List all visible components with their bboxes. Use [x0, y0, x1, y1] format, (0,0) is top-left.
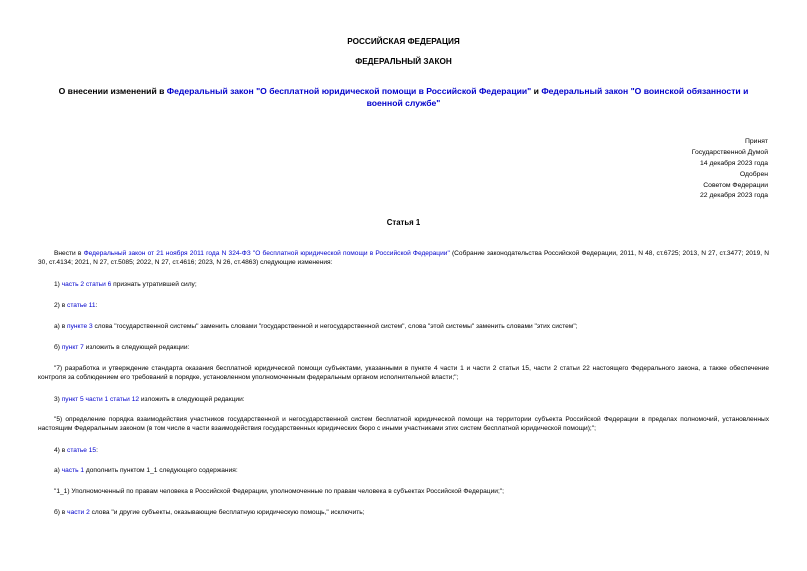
- paragraph-text: 1): [54, 281, 62, 288]
- paragraph-text: а): [54, 467, 62, 474]
- paragraph-text: изложить в следующей редакции:: [83, 344, 190, 351]
- paragraph: [38, 280, 769, 289]
- adoption-date: 14 декабря 2023 года: [700, 159, 768, 167]
- paragraph-text: :: [95, 302, 98, 309]
- paragraph: [38, 364, 769, 382]
- paragraph: [38, 322, 769, 331]
- paragraph-text: слова "государственной системы" заменить словами "государственной и негосударственной систем", слова "этой системы" заменить словами "этих систем";: [92, 323, 578, 330]
- paragraph-text: "7) разработка и утверждение стандарта оказания бесплатной юридической помощи субъектами, указанными в пункте 4 части 1 и части 2 статьи 15, части 2 статьи 22 настоящего Федерального закона, а также обеспечение контроля за соблюдением его требований в порядке, установленном уполномоченным федеральным органом исполнительной власти;";: [38, 365, 769, 382]
- link-item-7[interactable]: пункт 7: [61, 344, 84, 351]
- link-article-11[interactable]: статье 11: [67, 302, 96, 309]
- adoption-line: Принят: [744, 138, 768, 145]
- paragraph: [38, 446, 769, 455]
- paragraph-text: изложить в следующей редакции:: [139, 396, 245, 403]
- link-item-5-part-1-article-12[interactable]: пункт 5 части 1 статьи 12: [61, 396, 140, 403]
- link-item-3[interactable]: пункте 3: [67, 323, 93, 330]
- paragraph-text: "1_1) Уполномоченный по правам человека в Российской Федерации, уполномоченные по правам человека в субъектах Российской Федерации;";: [54, 488, 504, 495]
- paragraph-text: а) в: [54, 323, 68, 330]
- paragraph: [38, 508, 769, 517]
- link-part-1[interactable]: часть 1: [61, 467, 85, 474]
- federation-heading: РОССИЙСКАЯ ФЕДЕРАЦИЯ: [347, 37, 460, 46]
- title-link-legal-aid-law[interactable]: Федеральный закон "О бесплатной юридической помощи в Российской Федерации": [166, 86, 532, 96]
- paragraph: [38, 415, 769, 433]
- paragraph: [38, 301, 769, 310]
- paragraph-text: :: [96, 447, 98, 454]
- paragraph: [38, 466, 769, 475]
- adoption-info: [692, 137, 768, 202]
- approval-line: Советом Федерации: [703, 181, 768, 189]
- approval-date: 22 декабря 2023 года: [700, 192, 768, 200]
- paragraph-text: дополнить пунктом 1_1 следующего содержания:: [84, 467, 238, 474]
- link-part-2[interactable]: части 2: [67, 509, 90, 516]
- paragraph-text: 2) в: [54, 302, 68, 309]
- paragraph: [38, 487, 769, 496]
- adoption-line: Государственной Думой: [691, 148, 768, 156]
- paragraph-text: "5) определение порядка взаимодействия участников государственной и негосударственной систем бесплатной юридической помощи на территории субъекта Российской Федерации в пределах полномочий, установленных настоящим Федеральным законом (в том числе в части взаимодействия государственных юридических бюро с иными участниками этих систем бесплатной юридической помощи);";: [38, 416, 769, 433]
- paragraph-text: б) в: [54, 509, 68, 516]
- paragraph-text: (Собрание законодательства Российской Федерации, 2011, N 48, ст.6725; 2013, N 27, ст.3477; 2019, N 30, ст.4134; 2021, N 27, ст.5085; 2022, N 27, ст.4616; 2023, N 26, ст.4863) следующие изменения:: [38, 250, 769, 267]
- article-title: Статья 1: [386, 218, 421, 227]
- link-part-2-article-6[interactable]: часть 2 статьи 6: [61, 281, 112, 288]
- link-article-15[interactable]: статье 15: [67, 447, 97, 454]
- title-text: О внесении изменений в: [58, 86, 167, 96]
- title-text: и: [531, 86, 542, 96]
- link-law-324[interactable]: Федеральный закон от 21 ноября 2011 года N 324-ФЗ "О бесплатной юридической помощи в Российской Федерации": [83, 250, 450, 257]
- title-link-military-service-law[interactable]: Федеральный закон "О воинской обязанности и военной службе": [366, 86, 749, 109]
- paragraph-text: Внести в: [54, 250, 84, 257]
- paragraph-text: 4) в: [54, 447, 68, 454]
- paragraph-text: б): [54, 344, 62, 351]
- paragraph-text: признать утратившей силу;: [111, 281, 197, 288]
- paragraph: [38, 395, 769, 404]
- paragraph: [38, 249, 769, 267]
- law-type-heading: ФЕДЕРАЛЬНЫЙ ЗАКОН: [355, 57, 452, 66]
- paragraph: [38, 343, 769, 352]
- law-title: [40, 85, 767, 110]
- paragraph-text: 3): [54, 396, 62, 403]
- approval-line: Одобрен: [739, 170, 768, 178]
- paragraph-text: слова "и другие субъекты, оказывающие бесплатную юридическую помощь," исключить;: [89, 509, 365, 516]
